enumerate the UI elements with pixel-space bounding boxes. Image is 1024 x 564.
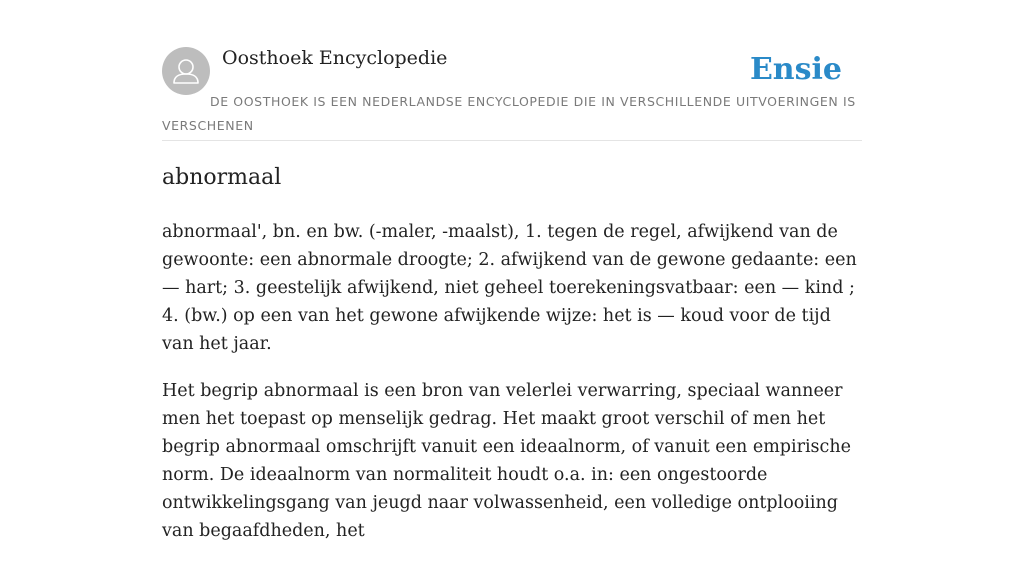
user-silhouette-icon[interactable]	[162, 47, 210, 95]
article-title: abnormaal	[162, 165, 282, 190]
brand-logo[interactable]: Ensie	[749, 52, 842, 87]
site-name[interactable]: Oosthoek Encyclopedie	[222, 47, 448, 69]
site-header	[162, 46, 862, 141]
site-tagline: DE OOSTHOEK IS EEN NEDERLANDSE ENCYCLOPEDIE DIE IN VERSCHILLENDE UITVOERINGEN IS VERSCHENEN	[162, 94, 856, 133]
article-paragraph-2: Het begrip abnormaal is een bron van velerlei verwarring, speciaal wanneer men het toepast op menselijk gedrag. Het maakt groot verschil of men het begrip abnormaal omschrijft vanuit een ideaalnorm, of vanuit een empirische norm. De ideaalnorm van normaliteit houdt o.a. in: een ongestoorde ontwikkelingsgang van jeugd naar volwassenheid, een volledige ontplooiing van begaafdheden, het	[162, 381, 851, 541]
article	[162, 160, 862, 564]
article-paragraph-1: abnormaal', bn. en bw. (-maler, -maalst), 1. tegen de regel, afwijkend van de gewoonte: een abnormale droogte; 2. afwijkend van de gewone gedaante: een — hart; 3. geestelijk afwijkend, niet geheel toerekeningsvatbaar: een — kind ; 4. (bw.) op een van het gewone afwijkende wijze: het is — koud voor de tijd van het jaar.	[162, 222, 857, 354]
